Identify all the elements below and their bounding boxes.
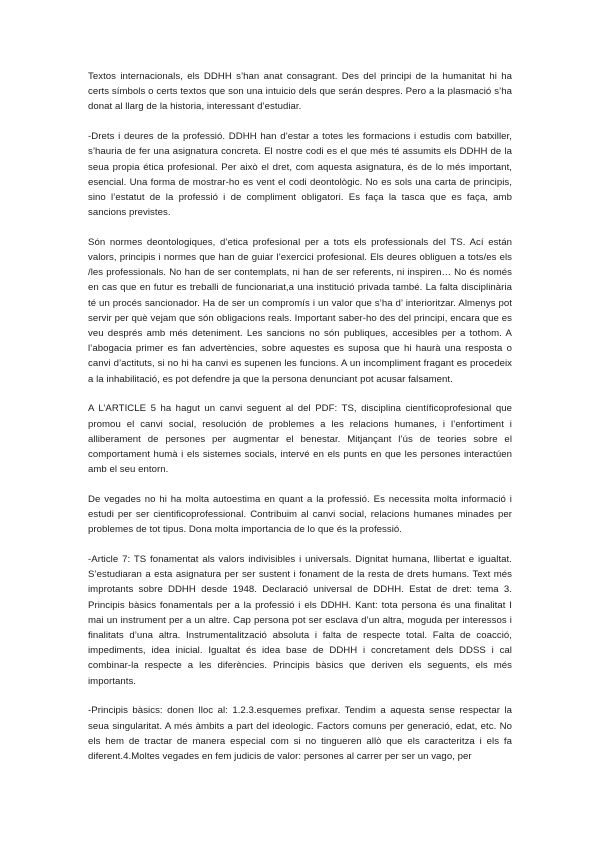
paragraph-normes-deontologiques: Són normes deontologiques, d’etica profesional per a tots els professionals del TS. Ací están valors, principis i normes que han de guiar l’exercici profesional. Els deures obliguen a tots/es els /les professionals. No han de ser contemplats, ni han de ser referents, ni inspiren… No és només en cas que en futur es treballi de funcionariat,a una institució privada també. La falta disciplinària té un procés sancionador. Ha de ser un compromís i un valor que s’ha d’ interioritzar. Almenys pot servir per què vejam que són obligacions reals. Important saber-ho des del principi, encara que es veu després amb més deteniment. Les sancions no són publiques, accesibles per a tothom. A l’abogacia primer es fan advertències, sobre aquestes es suposa que hi haurà una resposta o canvi d’actituts, si no hi ha canvi es supenen les funcions. A un incompliment fragant es procedeix a la inhabilitació, es pot defendre ja que la persona denunciant pot acusar falsament. bbox=[88, 236, 512, 385]
paragraph-principis-basics: -Principis bàsics: donen lloc al: 1.2.3.esquemes prefixar. Tendim a aquesta sense respectar la seua singularitat. A més àmbits a part del ideologic. Factors comuns per generació, edat, etc. No els hem de tractar de manera especial com si no tingueren allò que els caracteritza i els fa diferent.4.Moltes vegades en fem judicis de valor: persones al carrer per ser un vago, per bbox=[88, 705, 512, 762]
paragraph-article-5: A L’ARTICLE 5 ha hagut un canvi seguent al del PDF: TS, disciplina científicoprofesional que promou el canvi social, resolución de problemes a les relacions humanes, i l’enfortiment i alliberament de persones per augmentar el benestar. Mitjançant l’ús de teories sobre el comportament humà i els sistemes socials, intervé en els punts en que les persones interactúen amb el seu entorn. bbox=[88, 403, 512, 476]
paragraph-article-7: -Article 7: TS fonamentat als valors indivisibles i universals. Dignitat humana, llibertat e igualtat. S’estudiaran a esta asignatura per ser sustent i fonament de la resta de drets humans. Text més improtants sobre DDHH desde 1948. Declaració universal de DDHH. Estat de dret: tema 3. Principis bàsics fonamentals per a la professió i els DDHH. Kant: tota persona és una finalitat I mai un instrument per a un altre. Cap persona pot ser esclava d’un altra, moguda per interessos i finalitats d’una altra. Instrumentalització absoluta i falta de respecte total. Falta de coacció, impediments, idea inicial. Igualtat és idea base de DDHH i concretament dels DDSS i cal combinar-la respecte a les diferències. Principis bàsics que deriven els seguents, els més importants. bbox=[88, 553, 512, 687]
paragraph-intro: Textos internacionals, els DDHH s’han anat consagrant. Des del principi de la humanitat hi ha certs símbols o certs textos que son una intuicio dels que serán despres. Pero a la plasmació s’ha donat al llarg de la historia, interessant d’estudiar. bbox=[88, 71, 512, 113]
paragraph-drets-deures: -Drets i deures de la professió. DDHH han d’estar a totes les formacions i estudis com batxiller, s’hauria de fer una asignatura concreta. El nostre codi es el que més té assumits els DDHH de la seua propia ética profesional. Per això el dret, com aquesta asignatura, és de lo més important, esencial. Una forma de mostrar-ho es vent el codi deontològic. No es sols una carta de principis, sino l’estatut de la professió i de compliment obligatori. Es faça la tasca que es faça, amb sancions previstes. bbox=[88, 131, 512, 219]
paragraph-autoestima: De vegades no hi ha molta autoestima en quant a la professió. Es necessita molta informació i estudi per ser cientificoprofessional. Contribuim al canvi social, relacions humanes minades per problemes de tot tipus. Dona molta importancia de lo que és la professió. bbox=[88, 493, 512, 536]
